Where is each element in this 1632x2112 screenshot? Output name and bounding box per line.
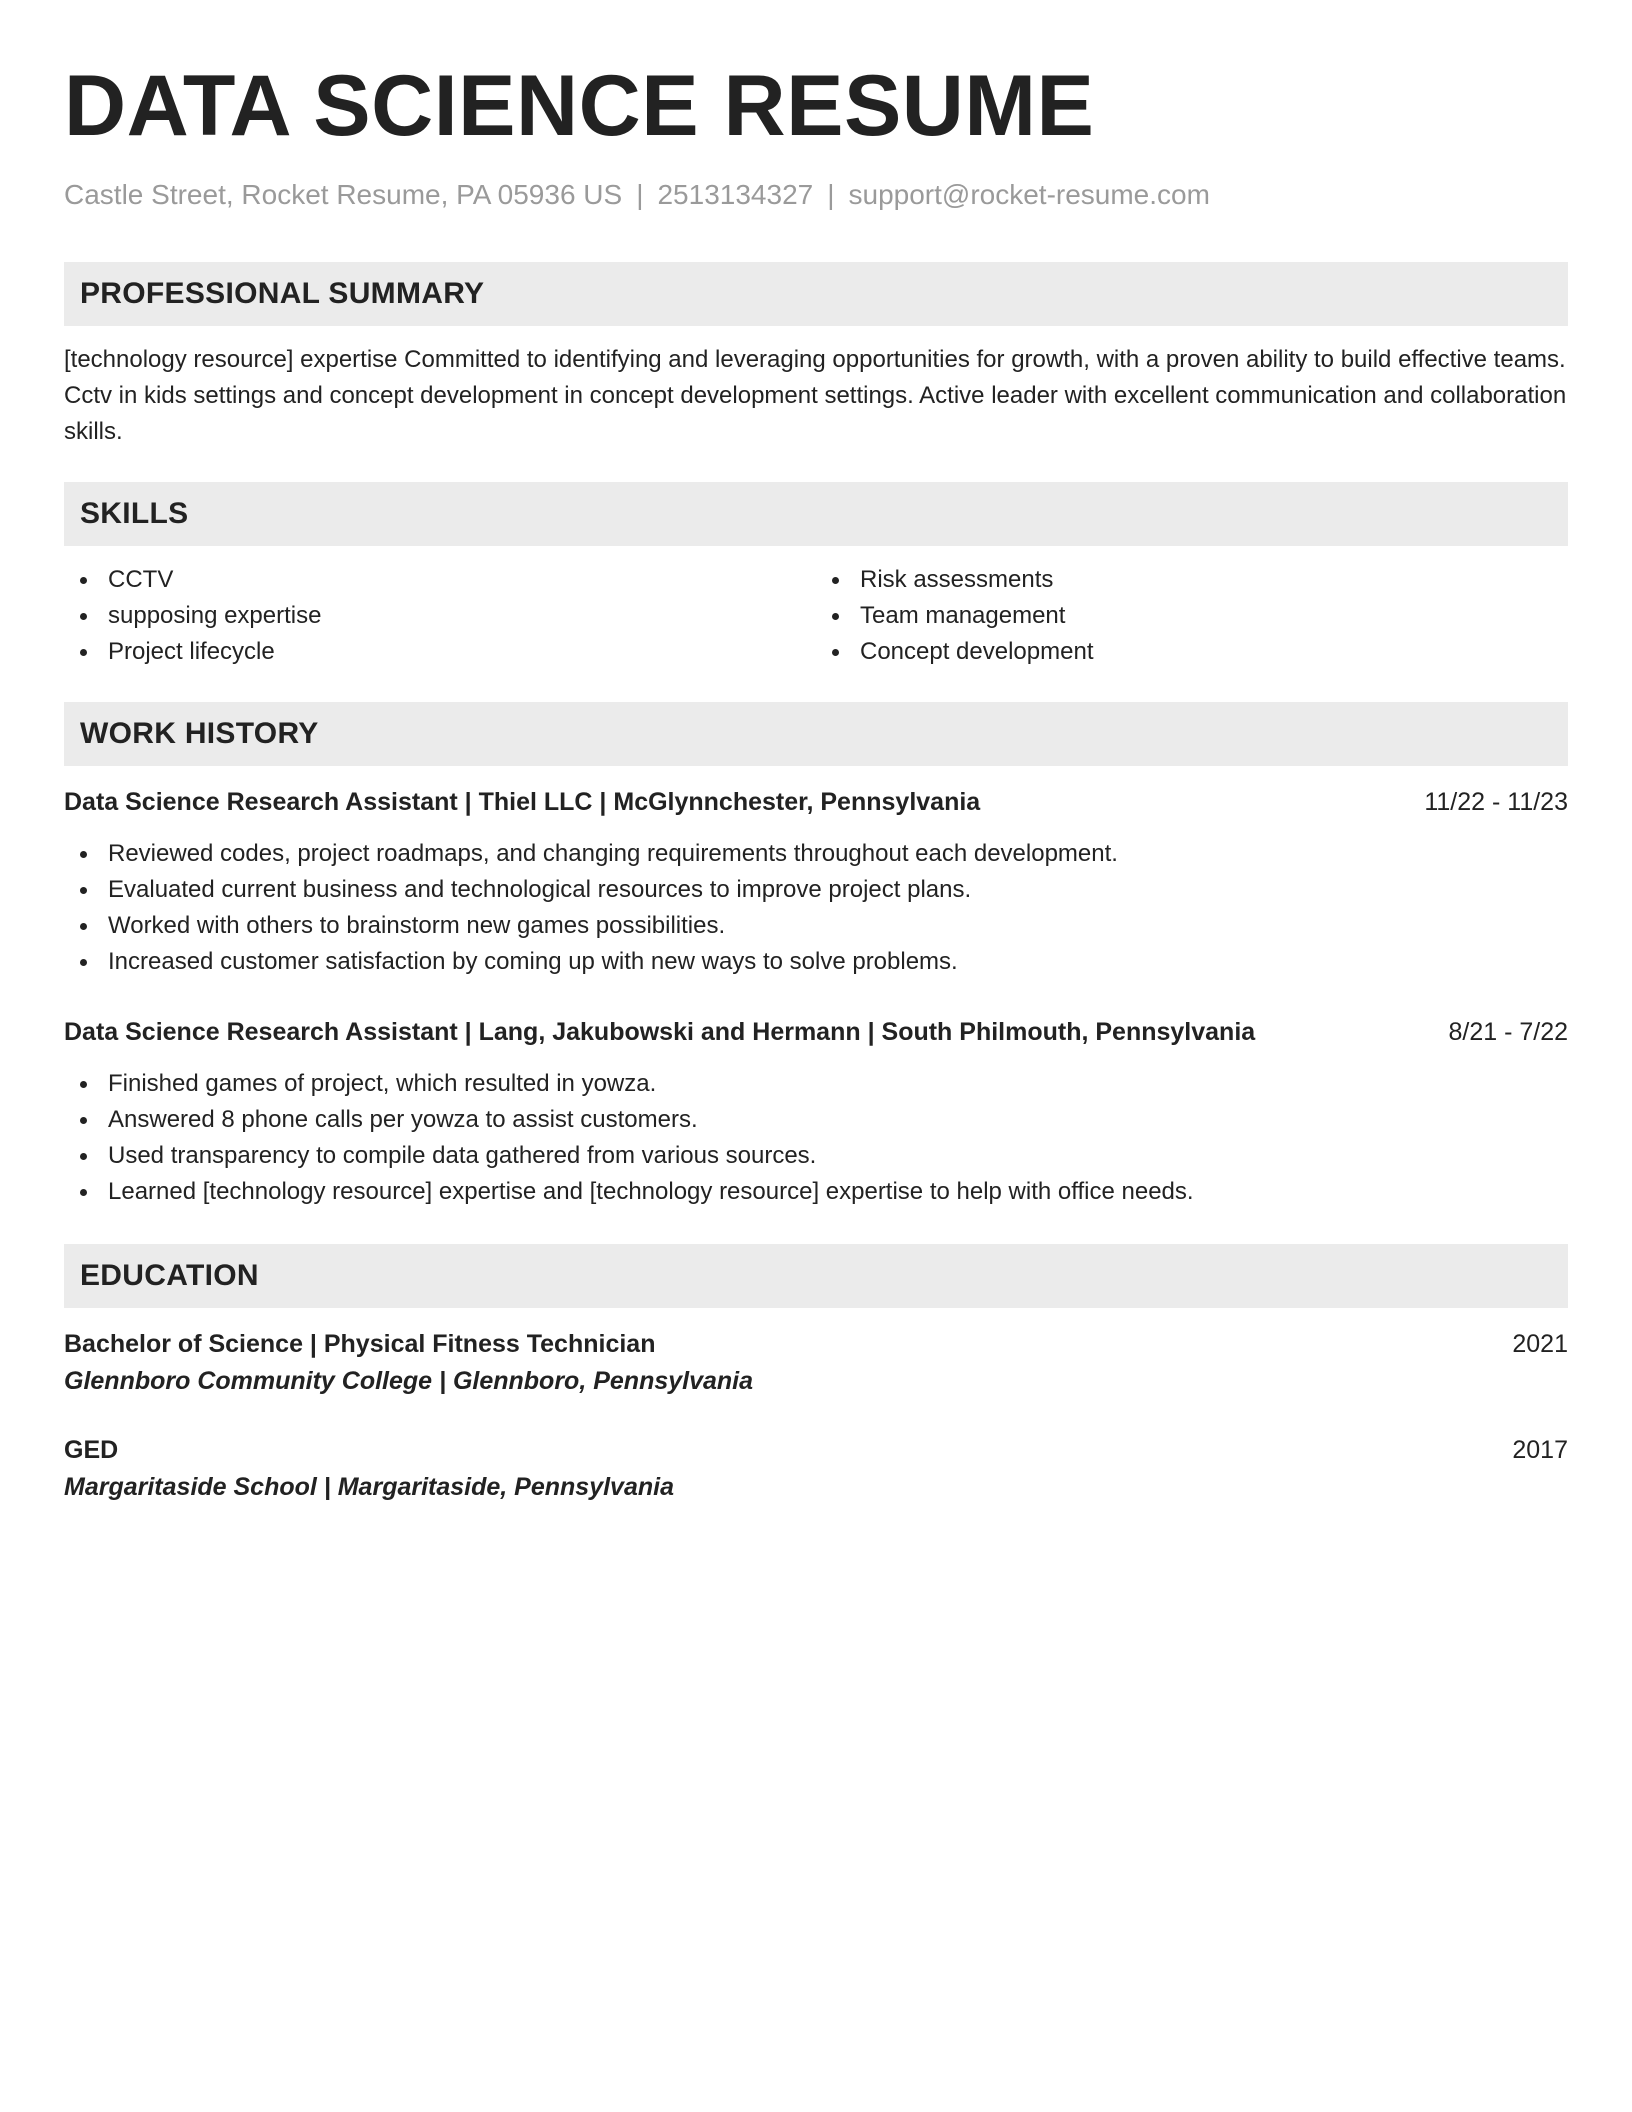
- job-bullet-text: Used transparency to compile data gathered from various sources.: [108, 1142, 817, 1169]
- education-entry: [64, 1432, 1568, 1506]
- bullet-icon: [80, 851, 87, 858]
- bullet-icon: [832, 649, 839, 656]
- job-header: [64, 784, 1568, 820]
- skill-item: [816, 634, 1568, 670]
- job-bullet: [64, 872, 1568, 908]
- section-header-skills: SKILLS: [64, 482, 1568, 546]
- job-bullet-text: Increased customer satisfaction by coming up with new ways to solve problems.: [108, 948, 958, 975]
- skill-item: [64, 634, 816, 670]
- education-degree: GED: [64, 1436, 119, 1464]
- bullet-icon: [80, 613, 87, 620]
- bullet-icon: [80, 959, 87, 966]
- bullet-icon: [832, 613, 839, 620]
- job-bullet: [64, 1102, 1568, 1138]
- contact-email: support@rocket-resume.com: [848, 179, 1210, 210]
- job-bullet-text: Worked with others to brainstorm new games possibilities.: [108, 912, 726, 939]
- education-year: 2017: [1512, 1436, 1568, 1464]
- job-bullets: [64, 836, 1568, 980]
- education-year: 2021: [1512, 1330, 1568, 1358]
- skill-item: [816, 562, 1568, 598]
- skills-grid: [64, 562, 1568, 670]
- bullet-icon: [80, 1189, 87, 1196]
- bullet-icon: [832, 577, 839, 584]
- bullet-icon: [80, 1117, 87, 1124]
- education-school: Margaritaside School | Margaritaside, Pennsylvania: [64, 1473, 674, 1501]
- bullet-icon: [80, 923, 87, 930]
- education-degree: Bachelor of Science | Physical Fitness Technician: [64, 1330, 656, 1358]
- job-bullet-text: Learned [technology resource] expertise and [technology resource] expertise to help with office needs.: [108, 1178, 1194, 1205]
- job-header: [64, 1014, 1568, 1050]
- bullet-icon: [80, 1153, 87, 1160]
- job-dates: 11/22 - 11/23: [1424, 788, 1568, 816]
- education-header: [64, 1432, 1568, 1468]
- job-bullet: [64, 1138, 1568, 1174]
- section-header-work-history: WORK HISTORY: [64, 702, 1568, 766]
- skill-label: Risk assessments: [860, 566, 1054, 593]
- skill-label: supposing expertise: [108, 602, 322, 629]
- job-dates: 8/21 - 7/22: [1448, 1018, 1568, 1046]
- job-entry: [64, 1014, 1568, 1210]
- job-bullet: [64, 908, 1568, 944]
- job-title: Data Science Research Assistant | Lang, Jakubowski and Hermann | South Philmouth, Pennsylvania: [64, 1018, 1256, 1046]
- bullet-icon: [80, 887, 87, 894]
- job-bullet-text: Reviewed codes, project roadmaps, and changing requirements throughout each development.: [108, 840, 1118, 867]
- bullet-icon: [80, 649, 87, 656]
- skill-item: [816, 598, 1568, 634]
- skill-item: [64, 598, 816, 634]
- education-school: Glennboro Community College | Glennboro, Pennsylvania: [64, 1367, 754, 1395]
- section-header-education: EDUCATION: [64, 1244, 1568, 1308]
- skill-label: Project lifecycle: [108, 638, 275, 665]
- job-bullet: [64, 944, 1568, 980]
- job-bullet: [64, 1066, 1568, 1102]
- skill-label: Team management: [860, 602, 1066, 629]
- job-bullets: [64, 1066, 1568, 1210]
- skills-column-right: [816, 562, 1568, 670]
- contact-line: [64, 178, 1568, 212]
- job-bullet-text: Answered 8 phone calls per yowza to assist customers.: [108, 1106, 698, 1133]
- job-bullet: [64, 1174, 1568, 1210]
- bullet-icon: [80, 577, 87, 584]
- skill-item: [64, 562, 816, 598]
- contact-separator: |: [827, 179, 835, 210]
- skill-label: CCTV: [108, 566, 174, 593]
- job-bullet: [64, 836, 1568, 872]
- education-entry: [64, 1326, 1568, 1400]
- skills-column-left: [64, 562, 816, 670]
- contact-phone: 2513134327: [657, 179, 814, 210]
- job-entry: [64, 784, 1568, 980]
- resume-title: DATA SCIENCE RESUME: [64, 58, 1095, 154]
- section-header-summary: PROFESSIONAL SUMMARY: [64, 262, 1568, 326]
- job-bullet-text: Evaluated current business and technological resources to improve project plans.: [108, 876, 972, 903]
- job-title: Data Science Research Assistant | Thiel LLC | McGlynnchester, Pennsylvania: [64, 788, 981, 816]
- summary-text: [technology resource] expertise Committed to identifying and leveraging opportunities for growth, with a proven ability to build effective teams. Cctv in kids settings and concept development in concept development settings. Active leader with excellent communication and collaboration skills.: [64, 346, 1567, 445]
- skill-label: Concept development: [860, 638, 1094, 665]
- education-header: [64, 1326, 1568, 1362]
- bullet-icon: [80, 1081, 87, 1088]
- contact-address: Castle Street, Rocket Resume, PA 05936 US: [64, 179, 623, 210]
- job-bullet-text: Finished games of project, which resulted in yowza.: [108, 1070, 657, 1097]
- contact-separator: |: [636, 179, 644, 210]
